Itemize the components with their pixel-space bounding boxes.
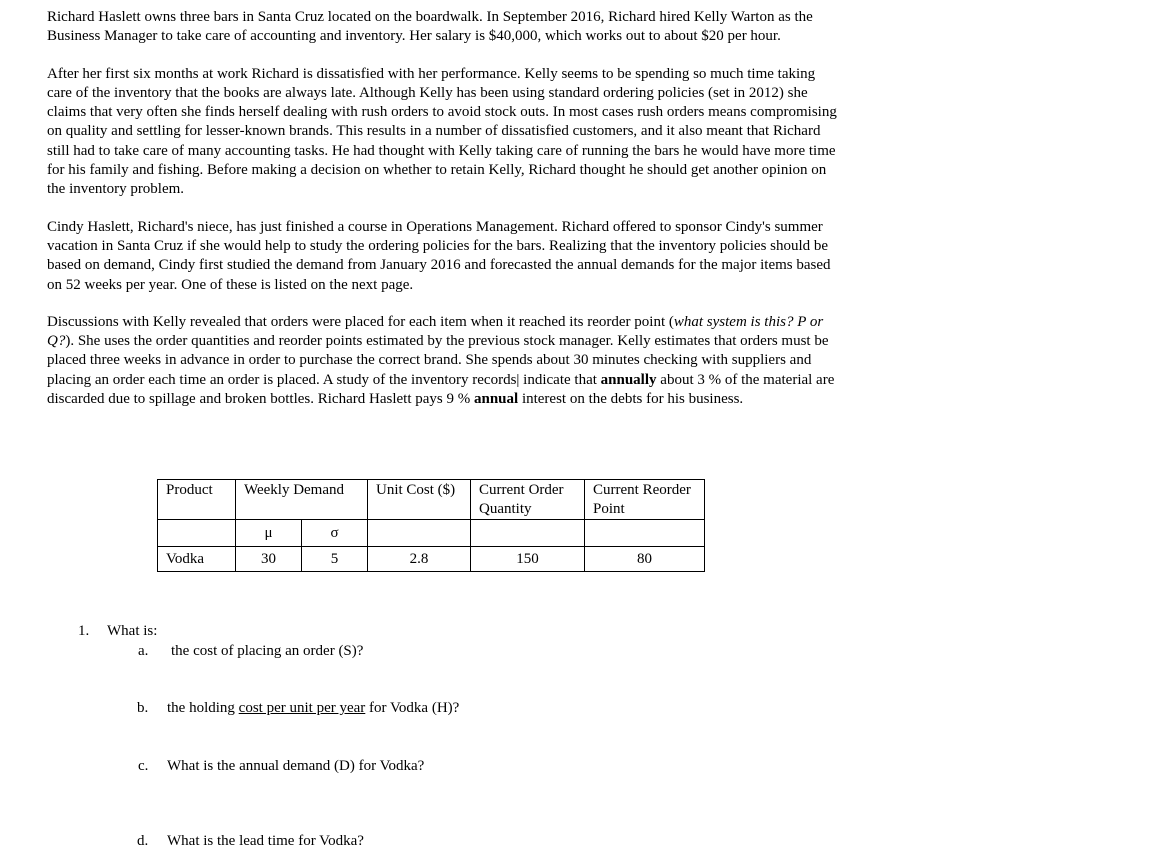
header-unit-cost: Unit Cost ($) [368, 480, 471, 520]
question-a-label: a. [138, 643, 149, 659]
subheader-empty-product [158, 520, 236, 547]
document-body [47, 8, 837, 427]
question-b-text [167, 699, 459, 718]
subheader-empty-oq [471, 520, 585, 547]
question-b-pre: the holding [167, 700, 239, 716]
header-order-quantity: Current Order Quantity [471, 480, 585, 520]
discussions-bold-annually: annually [600, 371, 657, 388]
cell-product: Vodka [158, 547, 236, 572]
discussions-text-3: about 3 % of the material are discarded due to spillage and broken bottles. Richard Haslett pays 9 % [47, 371, 835, 408]
paragraph-discussions [47, 313, 837, 409]
header-product: Product [158, 480, 236, 520]
question-b-label: b. [137, 700, 149, 716]
discussions-text-4: interest on the debts for his business. [518, 391, 744, 408]
table-header-row [158, 480, 705, 520]
discussions-text-2: ). She uses the order quantities and reorder points estimated by the previous stock manager. Kelly estimates that orders must be placed three weeks in advance in order to purchase the correct brand. She spends about 30 minutes checking with suppliers and placing an order each time an order is placed. A study of the inventory records| indicate that [47, 333, 829, 388]
question-d-label: d. [137, 833, 149, 849]
question-a-text: the cost of placing an order (S)? [171, 643, 364, 659]
header-reorder-point: Current Reorder Point [585, 480, 705, 520]
table-row [158, 547, 705, 572]
question-b-post: for Vodka (H)? [365, 700, 460, 716]
discussions-bold-annual: annual [473, 391, 519, 408]
header-weekly-demand: Weekly Demand [236, 480, 368, 520]
subheader-empty-rp [585, 520, 705, 547]
cell-order-quantity: 150 [471, 547, 585, 572]
paragraph-performance: After her first six months at work Richard is dissatisfied with her performance. Kelly seems to be spending so much time taking care of the inventory that the books are always late. Although Kelly has been using standard ordering policies (set in 2012) she claims that very often she finds herself dealing with rush orders to avoid stock outs. In most cases rush orders means compromising on quality and settling for lesser-known brands. This results in a number of dissatisfied customers, and it also meant that Richard still had to take care of many accounting tasks. He had thought with Kelly taking care of running the bars he would have more time for his family and fishing. Before making a decision on whether to retain Kelly, Richard thought he should get another opinion on the inventory problem. [47, 65, 837, 198]
subheader-sigma: σ [302, 520, 368, 547]
cell-reorder-point: 80 [585, 547, 705, 572]
question-c-text: What is the annual demand (D) for Vodka? [167, 758, 425, 774]
inventory-table [157, 479, 705, 572]
cell-unit-cost: 2.8 [368, 547, 471, 572]
subheader-empty-cost [368, 520, 471, 547]
discussions-text-1: Discussions with Kelly revealed that orders were placed for each item when it reached its reorder point ( [47, 313, 674, 330]
paragraph-intro: Richard Haslett owns three bars in Santa Cruz located on the boardwalk. In September 2016, Richard hired Kelly Warton as the Business Manager to take care of accounting and inventory. Her salary is $40,000, which works out to about $20 per hour. [47, 9, 813, 45]
question-c-label: c. [138, 758, 149, 774]
subheader-mu: μ [236, 520, 302, 547]
cell-sigma: 5 [302, 547, 368, 572]
question-b-underlined: cost per unit per year [238, 700, 366, 716]
question-number: 1. [78, 623, 90, 639]
discussions-italic: what system is this? P or Q? [47, 313, 824, 350]
cell-mu: 30 [236, 547, 302, 572]
question-d-text: What is the lead time for Vodka? [167, 833, 364, 849]
paragraph-cindy: Cindy Haslett, Richard's niece, has just finished a course in Operations Management. Richard offered to sponsor Cindy's summer vacation in Santa Cruz if she would help to study the ordering policies for the bars. Realizing that the inventory policies should be based on demand, Cindy first studied the demand from January 2016 and forecasted the annual demands for the major items based on 52 weeks per year. One of these is listed on the next page. [47, 218, 831, 293]
question-intro: What is: [107, 623, 158, 639]
table-subheader-row [158, 520, 705, 547]
